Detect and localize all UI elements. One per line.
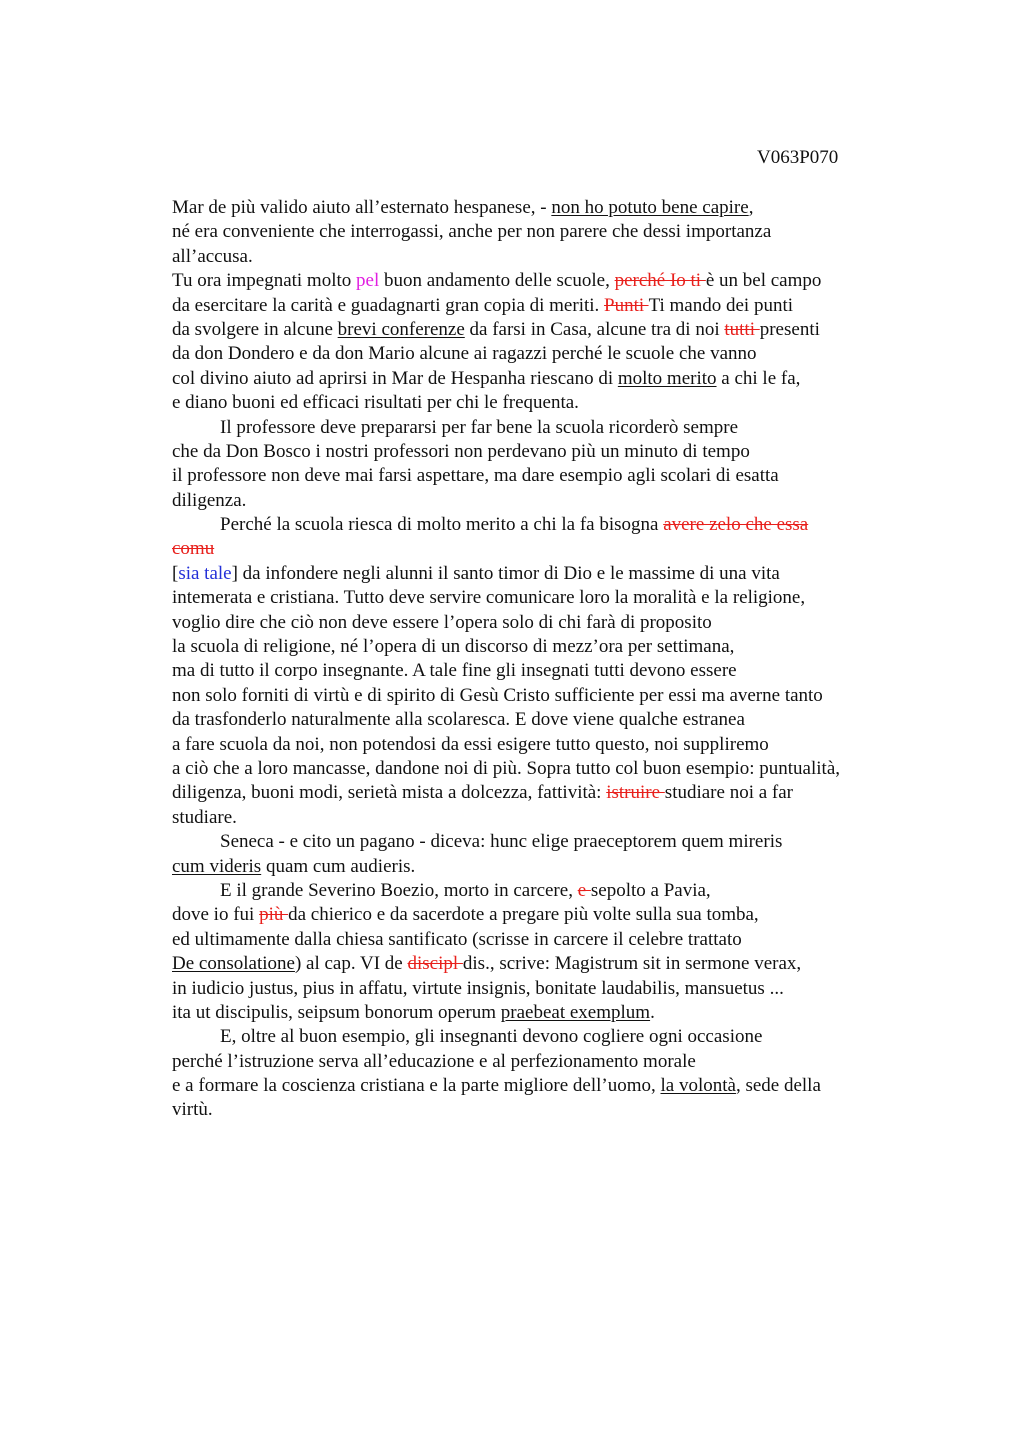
text-line (172, 708, 932, 732)
text-span: , sede della (735, 1075, 821, 1097)
text-line (172, 611, 932, 635)
text-line (172, 659, 932, 683)
text-span: sepolto a Pavia, (590, 879, 711, 901)
text-span: a chi le fa, (716, 367, 801, 389)
deleted-text: discipl (407, 953, 463, 975)
text-line (172, 1050, 932, 1074)
text-span: da don Dondero e da don Mario alcune ai ragazzi perché le scuole che vanno (172, 343, 757, 365)
text-line (172, 537, 932, 561)
text-line (172, 684, 932, 708)
underlined-text: cum videris (172, 855, 262, 877)
underlined-text: praebeat exemplum (500, 1001, 651, 1023)
text-span: in iudicio justus, pius in affatu, virtute insignis, bonitate laudabilis, mansuetus ... (172, 977, 784, 999)
text-line (172, 367, 932, 391)
text-span: [ (172, 562, 179, 584)
text-span: e a formare la coscienza cristiana e la parte migliore dell’uomo, (172, 1075, 661, 1097)
magenta-insertion: pel (356, 270, 380, 292)
text-line (172, 928, 932, 952)
text-line (172, 464, 932, 488)
text-line (172, 733, 932, 757)
text-line (172, 757, 932, 781)
text-span: Mar de più valido aiuto all’esternato hespanese, - (172, 197, 552, 218)
text-span: col divino aiuto ad aprirsi in Mar de Hespanha riescano di (172, 367, 618, 389)
text-line (172, 1001, 932, 1025)
text-span: a fare scuola da noi, non potendosi da essi esigere tutto questo, noi suppliremo (172, 733, 769, 755)
text-span: da farsi in Casa, alcune tra di noi (464, 318, 725, 340)
deleted-text: perché Io ti (614, 270, 706, 292)
text-span: da trasfonderlo naturalmente alla scolaresca. E dove viene qualche estranea (172, 709, 745, 731)
text-line (172, 440, 932, 464)
text-line (172, 855, 932, 879)
text-span: buon andamento delle scuole, (379, 270, 615, 292)
text-span: studiare. (172, 806, 237, 828)
text-span: Il professore deve prepararsi per far bene la scuola ricorderò sempre (220, 416, 739, 438)
text-span: da esercitare la carità e guadagnarti gran copia di meriti. (172, 294, 605, 316)
text-line (172, 342, 932, 366)
underlined-text: molto merito (617, 367, 717, 389)
text-span: studiare noi a far (664, 782, 793, 804)
underlined-text: la volontà (660, 1075, 736, 1097)
deleted-text: tutti (724, 318, 760, 340)
text-line (172, 294, 932, 318)
text-line (172, 562, 932, 586)
text-line (172, 1074, 932, 1098)
deleted-text: avere zelo che essa (663, 514, 809, 536)
text-line (172, 489, 932, 513)
text-span: Perché la scuola riesca di molto merito a chi la fa bisogna (220, 514, 664, 536)
page-id: V063P070 (757, 147, 839, 168)
text-span: , (748, 197, 754, 218)
deleted-text: più (259, 904, 289, 926)
text-span: all’accusa. (172, 245, 253, 267)
text-line (172, 586, 932, 610)
text-line (172, 635, 932, 659)
text-span: quam cum audieris. (261, 855, 416, 877)
text-line (172, 781, 932, 805)
text-line (172, 513, 932, 537)
text-span: né era conveniente che interrogassi, anche per non parere che dessi importanza (172, 221, 772, 243)
text-line (172, 391, 932, 415)
text-span: ita ut discipulis, seipsum bonorum operum (172, 1001, 501, 1023)
text-span: Seneca - e cito un pagano - diceva: hunc elige praeceptorem quem mireris (220, 831, 783, 853)
text-span: da svolgere in alcune (172, 318, 338, 340)
text-span: è un bel campo (705, 270, 822, 292)
text-line (172, 245, 932, 269)
text-line (172, 903, 932, 927)
text-line (172, 879, 932, 903)
text-span: Ti mando dei punti (648, 294, 794, 316)
text-line (172, 318, 932, 342)
text-line (172, 830, 932, 854)
text-span: non solo forniti di virtù e di spirito di Gesù Cristo sufficiente per essi ma averne tanto (172, 684, 823, 706)
text-span: E il grande Severino Boezio, morto in carcere, (220, 879, 578, 901)
deleted-text: comu (172, 538, 215, 560)
text-span: dis., scrive: Magistrum sit in sermone verax, (462, 953, 802, 975)
text-span: perché l’istruzione serva all’educazione e al perfezionamento morale (172, 1050, 696, 1072)
text-span: dove io fui (172, 904, 260, 926)
text-span: ed ultimamente dalla chiesa santificato (scrisse in carcere il celebre trattato (172, 928, 742, 950)
underlined-text: brevi conferenze (337, 318, 465, 340)
text-span: la scuola di religione, né l’opera di un discorso di mezz’ora per settimana, (172, 636, 735, 658)
deleted-text: e (577, 879, 591, 901)
text-span: che da Don Bosco i nostri professori non perdevano più un minuto di tempo (172, 440, 750, 462)
text-line (172, 952, 932, 976)
text-line (172, 269, 932, 293)
text-span: ma di tutto il corpo insegnante. A tale fine gli insegnati tutti devono essere (172, 660, 737, 682)
text-span: Tu ora impegnati molto (172, 270, 357, 292)
text-span: voglio dire che ciò non deve essere l’opera solo di chi farà di proposito (172, 611, 712, 633)
text-span: e diano buoni ed efficaci risultati per chi le frequenta. (172, 392, 579, 414)
text-span: virtù. (172, 1099, 213, 1121)
text-line (172, 1025, 932, 1049)
text-line (172, 220, 932, 244)
text-line (172, 196, 932, 220)
blue-insertion: sia tale (178, 562, 232, 584)
text-line (172, 977, 932, 1001)
text-span: . (650, 1001, 655, 1023)
text-span: intemerata e cristiana. Tutto deve servire comunicare loro la moralità e la religione, (172, 587, 806, 609)
text-span: presenti (759, 318, 820, 340)
text-span: E, oltre al buon esempio, gli insegnanti devono cogliere ogni occasione (220, 1026, 763, 1048)
text-span: a ciò che a loro mancasse, dandone noi di più. Sopra tutto col buon esempio: puntualità, (172, 757, 841, 779)
underlined-text: De consolatione (172, 953, 295, 975)
text-line (172, 416, 932, 440)
text-span: diligenza. (172, 489, 247, 511)
text-span: il professore non deve mai farsi aspettare, ma dare esempio agli scolari di esatta (172, 465, 779, 487)
text-span: ) al cap. VI de (294, 953, 408, 975)
deleted-text: Punti (604, 294, 649, 316)
text-span: da chierico e da sacerdote a pregare più volte sulla sua tomba, (288, 904, 759, 926)
deleted-text: istruire (606, 782, 665, 804)
text-span: ] da infondere negli alunni il santo timor di Dio e le massime di una vita (231, 562, 780, 584)
text-line (172, 806, 932, 830)
text-span: diligenza, buoni modi, serietà mista a dolcezza, fattività: (172, 782, 607, 804)
text-line (172, 1098, 932, 1122)
underlined-text: non ho potuto bene capire (551, 197, 749, 218)
letter-body (172, 196, 932, 1123)
